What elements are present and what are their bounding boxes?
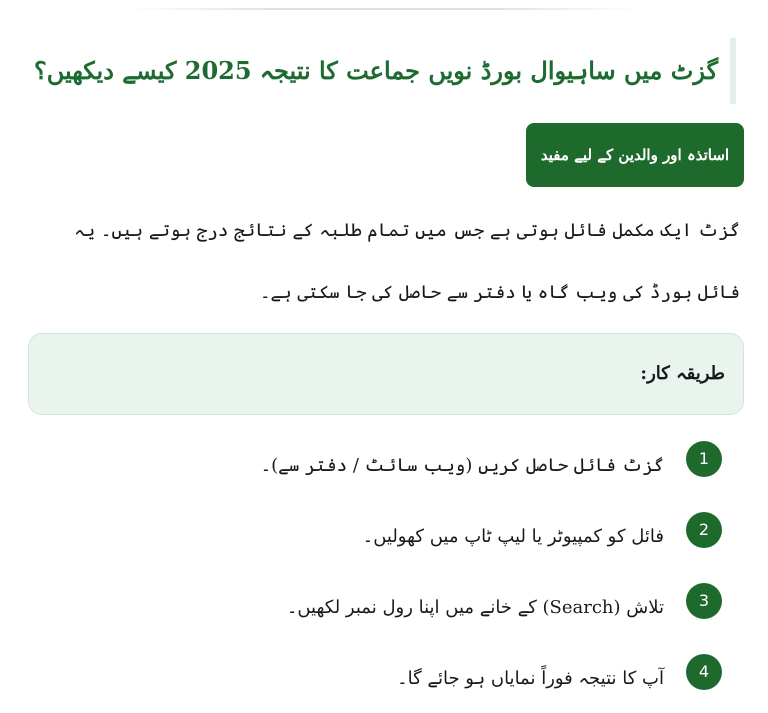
step-item [0, 441, 768, 481]
method-title: طریقہ کار: [640, 363, 725, 384]
step-number-badge: 2 [686, 512, 722, 548]
step-text: فائل کو کمپیوٹر یا لیپ ٹاپ میں کھولیں۔ [362, 526, 664, 547]
step-text: آپ کا نتیجہ فوراً نمایاں ہو جائے گا۔ [397, 668, 664, 689]
step-number-badge: 1 [686, 441, 722, 477]
step-text: گزٹ فائل حاصل کریں (ویب سائٹ / دفتر سے)۔ [260, 455, 664, 476]
step-item [0, 583, 768, 623]
section-heading: گزٹ میں ساہیوال بورڈ نویں جماعت کا نتیجہ 2025 کیسے دیکھیں؟ [33, 56, 718, 85]
audience-badge-label: اساتذہ اور والدین کے لیے مفید [540, 146, 730, 164]
step-number-badge: 4 [686, 654, 722, 690]
step-item [0, 654, 768, 694]
step-number-badge: 3 [686, 583, 722, 619]
intro-paragraph: گزٹ ایک مکمل فائل ہوتی ہے جس میں تمام طلبہ کے نتائج درج ہوتے ہیں۔ یہ فائل بورڈ کی ویب گاہ یا دفتر سے حاصل کی جا سکتی ہے۔ [74, 220, 740, 303]
step-text: تلاش (Search) کے خانے میں اپنا رول نمبر لکھیں۔ [286, 597, 664, 618]
step-item [0, 512, 768, 552]
